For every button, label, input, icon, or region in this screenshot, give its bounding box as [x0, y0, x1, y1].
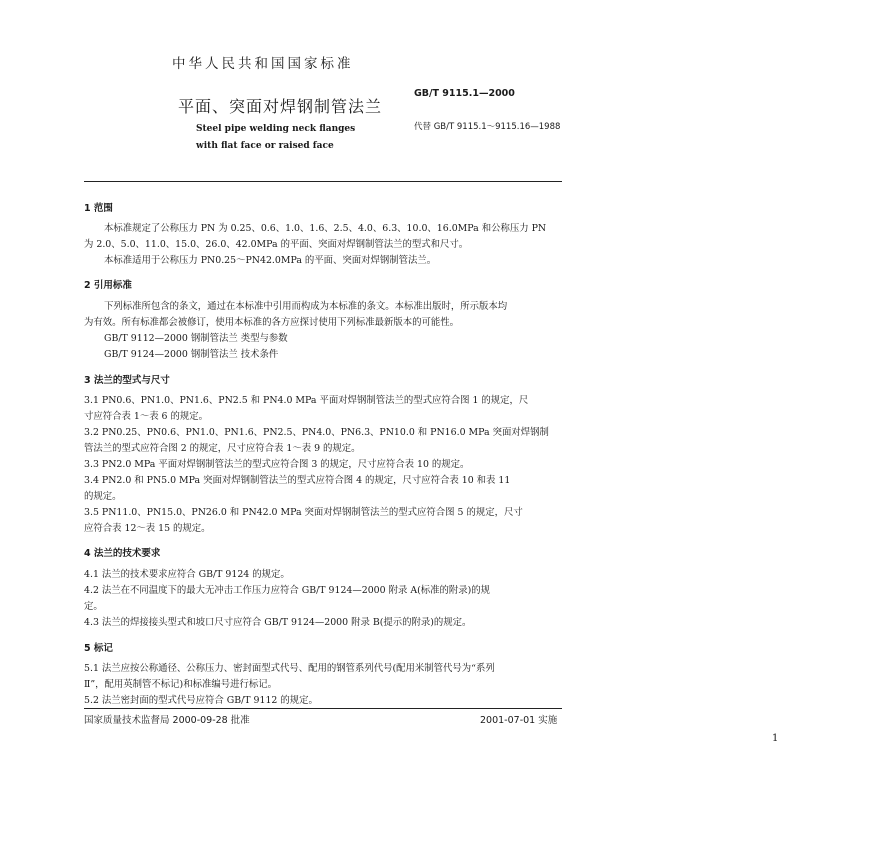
section-5-heading: 5 标记 [84, 643, 113, 654]
section-1-para-1-line-2: 为 2.0、5.0、11.0、15.0、26.0、42.0MPa 的平面、突面对焊钢制管法兰的型式和尺寸。 [84, 239, 469, 250]
section-2-para-line-2: 为有效。所有标准都会被修订，使用本标准的各方应探讨使用下列标准最新版本的可能性。 [84, 317, 460, 328]
clause-3-4-line-2: 的规定。 [84, 491, 122, 502]
national-standard-title: 中华人民共和国国家标准 [172, 56, 354, 72]
reference-gbt-9124: GB/T 9124—2000 钢制管法兰 技术条件 [104, 349, 279, 360]
clause-3-3: 3.3 PN2.0 MPa 平面对焊钢制管法兰的型式应符合图 3 的规定，尺寸应符合表 10 的规定。 [84, 459, 470, 470]
clause-5-1-line-1: 5.1 法兰应按公称通径、公称压力、密封面型式代号、配用的钢管系列代号(配用米制管代号为“系列 [84, 663, 495, 674]
implementation-date: 2001-07-01 实施 [480, 715, 558, 726]
footer-rule [84, 708, 562, 709]
clause-4-1: 4.1 法兰的技术要求应符合 GB/T 9124 的规定。 [84, 569, 290, 580]
clause-3-1-line-1: 3.1 PN0.6、PN1.0、PN1.6、PN2.5 和 PN4.0 MPa 平面对焊钢制管法兰的型式应符合图 1 的规定，尺 [84, 395, 529, 406]
section-4-heading: 4 法兰的技术要求 [84, 548, 161, 559]
replaces-standard: 代替 GB/T 9115.1～9115.16—1988 [414, 122, 561, 132]
standard-number: GB/T 9115.1—2000 [414, 88, 515, 99]
section-2-para-line-1: 下列标准所包含的条文，通过在本标准中引用而构成为本标准的条文。本标准出版时，所示版本均 [104, 301, 508, 312]
english-title-line-1: Steel pipe welding neck flanges [196, 124, 356, 134]
clause-5-1-line-2: Ⅱ”，配用英制管不标记)和标准编号进行标记。 [84, 679, 277, 690]
clause-3-5-line-2: 应符合表 12～表 15 的规定。 [84, 523, 211, 534]
header-rule [84, 181, 562, 182]
standard-title: 平面、突面对焊钢制管法兰 [178, 97, 383, 116]
clause-3-1-line-2: 寸应符合表 1～表 6 的规定。 [84, 411, 208, 422]
clause-4-2-line-2: 定。 [84, 601, 103, 612]
clause-5-2: 5.2 法兰密封面的型式代号应符合 GB/T 9112 的规定。 [84, 695, 318, 706]
page-number: 1 [772, 733, 779, 744]
reference-gbt-9112: GB/T 9112—2000 钢制管法兰 类型与参数 [104, 333, 288, 344]
section-1-para-2: 本标准适用于公称压力 PN0.25～PN42.0MPa 的平面、突面对焊钢制管法兰。 [104, 255, 437, 266]
clause-3-2-line-2: 管法兰的型式应符合图 2 的规定，尺寸应符合表 1～表 9 的规定。 [84, 443, 361, 454]
section-1-para-1-line-1: 本标准规定了公称压力 PN 为 0.25、0.6、1.0、1.6、2.5、4.0、6.3、10.0、16.0MPa 和公称压力 PN [104, 223, 547, 234]
clause-3-5-line-1: 3.5 PN11.0、PN15.0、PN26.0 和 PN42.0 MPa 突面对焊钢制管法兰的型式应符合图 5 的规定，尺寸 [84, 507, 523, 518]
approval-line: 国家质量技术监督局 2000-09-28 批准 [84, 715, 250, 726]
clause-3-2-line-1: 3.2 PN0.25、PN0.6、PN1.0、PN1.6、PN2.5、PN4.0、PN6.3、PN10.0 和 PN16.0 MPa 突面对焊钢制 [84, 427, 549, 438]
section-1-heading: 1 范围 [84, 203, 113, 214]
clause-4-3: 4.3 法兰的焊接接头型式和坡口尺寸应符合 GB/T 9124—2000 附录 B(提示的附录)的规定。 [84, 617, 472, 628]
section-2-heading: 2 引用标准 [84, 280, 132, 291]
english-title-line-2: with flat face or raised face [196, 141, 334, 151]
clause-3-4-line-1: 3.4 PN2.0 和 PN5.0 MPa 突面对焊钢制管法兰的型式应符合图 4 的规定，尺寸应符合表 10 和表 11 [84, 475, 511, 486]
clause-4-2-line-1: 4.2 法兰在不同温度下的最大无冲击工作压力应符合 GB/T 9124—2000 附录 A(标准的附录)的规 [84, 585, 491, 596]
section-3-heading: 3 法兰的型式与尺寸 [84, 375, 170, 386]
